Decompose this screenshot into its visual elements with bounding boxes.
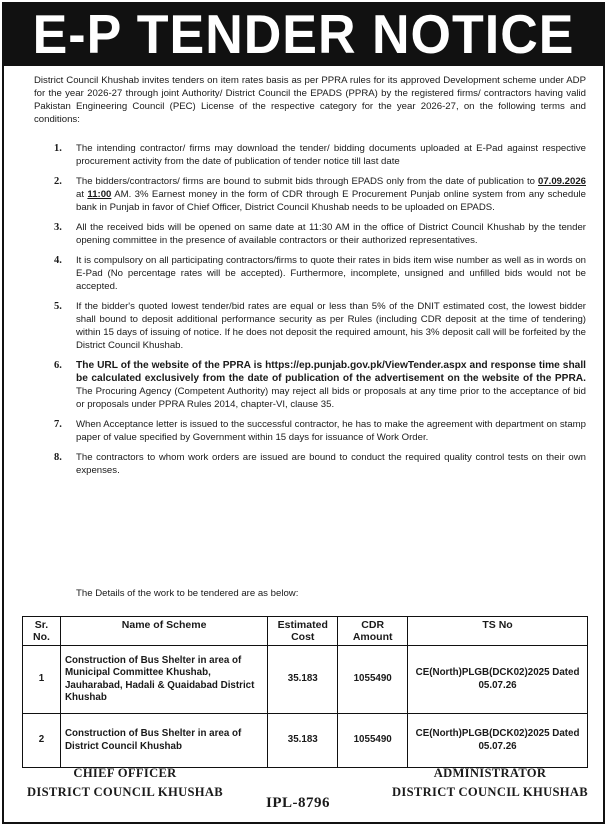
term-item bbox=[34, 221, 586, 247]
term-number: 6. bbox=[54, 360, 62, 371]
cell-ts: CE(North)PLGB(DCK02)2025 Dated 05.07.26 bbox=[408, 714, 588, 768]
term-text bbox=[76, 175, 586, 214]
terms-list bbox=[34, 142, 586, 484]
header-estimated-cost: Estimated Cost bbox=[268, 617, 338, 646]
term-number: 8. bbox=[54, 452, 62, 463]
cell-cdr: 1055490 bbox=[338, 714, 408, 768]
term-text bbox=[76, 359, 586, 411]
signatory-title: CHIEF OFFICER bbox=[73, 766, 177, 780]
term-text: It is compulsory on all participating contractors/firms to quote their rates in bids item wise number as well as in words on E-Pad (No percentage rates will be accepted). Furthermore, incomplete, unsigned and unfilled bids would not be accepted. bbox=[76, 255, 586, 292]
term-item bbox=[34, 254, 586, 293]
details-line: The Details of the work to be tendered are as below: bbox=[76, 588, 299, 599]
cell-ts: CE(North)PLGB(DCK02)2025 Dated 05.07.26 bbox=[408, 646, 588, 714]
term-item bbox=[34, 359, 586, 411]
cell-cdr: 1055490 bbox=[338, 646, 408, 714]
term-text: When Acceptance letter is issued to the successful contractor, he has to make the agreement with department on stamp paper of value specified by Government within 15 days for issuance of Work Order. bbox=[76, 419, 586, 443]
works-table bbox=[22, 616, 588, 768]
signatory-org: DISTRICT COUNCIL KHUSHAB bbox=[392, 785, 588, 799]
signatory-org: DISTRICT COUNCIL KHUSHAB bbox=[27, 785, 223, 799]
cell-sr: 2 bbox=[23, 714, 61, 768]
header-scheme: Name of Scheme bbox=[60, 617, 267, 646]
term-number: 3. bbox=[54, 222, 62, 233]
cell-scheme: Construction of Bus Shelter in area of District Council Khushab bbox=[60, 714, 267, 768]
signature-left bbox=[20, 764, 230, 802]
signature-right bbox=[380, 764, 600, 802]
term-text-part: at bbox=[76, 189, 88, 200]
table-row bbox=[23, 714, 588, 768]
cell-scheme: Construction of Bus Shelter in area of Municipal Committee Khushab, Jauharabad, Hadali & Quaidabad District Khushab bbox=[60, 646, 267, 714]
notice-title-banner bbox=[4, 4, 603, 66]
term-number: 2. bbox=[54, 176, 62, 187]
closing-time: 11:00 bbox=[87, 189, 112, 200]
header-ts-no: TS No bbox=[408, 617, 588, 646]
term-number: 7. bbox=[54, 419, 62, 430]
term-item bbox=[34, 142, 586, 168]
table-header-row bbox=[23, 617, 588, 646]
term-item bbox=[34, 175, 586, 214]
notice-title: E-P TENDER NOTICE bbox=[32, 4, 575, 66]
table-row bbox=[23, 646, 588, 714]
term-text: All the received bids will be opened on same date at 11:30 AM in the office of District Council Khushab by the tender opening committee in the presence of available contractors or their authorized representatives. bbox=[76, 222, 586, 246]
header-sr-no: Sr. No. bbox=[23, 617, 61, 646]
term-number: 1. bbox=[54, 143, 62, 154]
ppra-url-statement: The URL of the website of the PPRA is https://ep.punjab.gov.pk/ViewTender.aspx and response time shall be calculated exclusively from the date of publication of the advertisement on the website of the PPRA. bbox=[76, 360, 586, 384]
term-item bbox=[34, 418, 586, 444]
term-text-part: AM. 3% Earnest money in the form of CDR through E Procurement Punjab online system from any schedule bank in Punjab in favor of Chief Officer, District Council Khushab needs to be uploaded on EPADS. bbox=[76, 189, 586, 213]
signatory-title: ADMINISTRATOR bbox=[433, 766, 547, 780]
term-item bbox=[34, 300, 586, 352]
cell-cost: 35.183 bbox=[268, 646, 338, 714]
term-text: The intending contractor/ firms may download the tender/ bidding documents uploaded at E-Pad against respective procurement activity from the date of publication of tender notice till last date bbox=[76, 143, 586, 167]
header-cdr-amount: CDR Amount bbox=[338, 617, 408, 646]
term-text: If the bidder's quoted lowest tender/bid rates are equal or less than 5% of the DNIT estimated cost, the lowest bidder shall bound to deposit additional performance security as per Rules (including CDR deposit at the time of tendering) within 15 days of issuing of notice. If he does not deposit the required amount, his 3% deposit call will be forfeited by the District Council Khushab. bbox=[76, 301, 586, 351]
term-text-part: The bidders/contractors/ firms are bound to submit bids through EPADS only from the date of publication to bbox=[76, 176, 538, 187]
term-number: 5. bbox=[54, 301, 62, 312]
cell-cost: 35.183 bbox=[268, 714, 338, 768]
term-text-part: The Procuring Agency (Competent Authority) may reject all bids or proposals at any time prior to the acceptance of bid or proposals under PPRA Rules 2014, chapter-VI, clause 35. bbox=[76, 386, 586, 410]
cell-sr: 1 bbox=[23, 646, 61, 714]
closing-date: 07.09.2026 bbox=[537, 176, 586, 187]
term-item bbox=[34, 451, 586, 477]
term-text: The contractors to whom work orders are issued are bound to conduct the required quality control tests on their own expenses. bbox=[76, 452, 586, 476]
intro-paragraph: District Council Khushab invites tenders on item rates basis as per PPRA rules for its approved Development scheme under ADP for the year 2026-27 through joint Authority/ District Council the EPADS (PPRA) by the registered firms/ contractors having valid Pakistan Engineering Council (PEC) License of the respective category for the year 2026-27, on the following terms and conditions: bbox=[34, 75, 586, 125]
ipl-number: IPL-8796 bbox=[266, 795, 330, 811]
term-number: 4. bbox=[54, 255, 62, 266]
